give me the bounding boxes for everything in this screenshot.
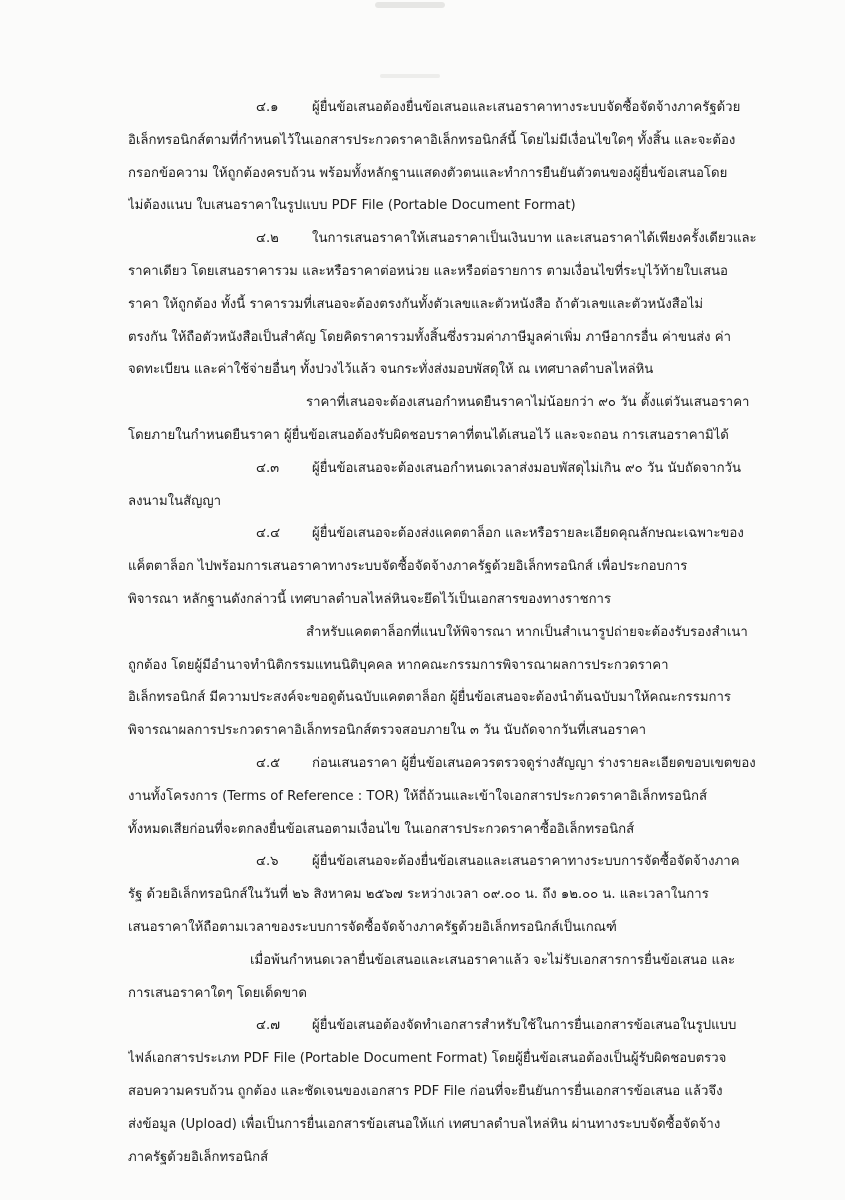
paragraph-line: งานทั้งโครงการ (Terms of Reference : TOR) ให้ถี่ถ้วนและเข้าใจเอกสารประกวดราคาอิเล็กทรอนิกส์	[128, 788, 707, 804]
paragraph-line: ไม่ต้องแนบ ใบเสนอราคาในรูปแบบ PDF File (Portable Document Format)	[128, 198, 576, 214]
paragraph-line: การเสนอราคาใดๆ โดยเด็ดขาด	[128, 985, 307, 1001]
paragraph-line: ๔.๔ ผู้ยื่นข้อเสนอจะต้องส่งแคตตาล็อก และหรือรายละเอียดคุณลักษณะเฉพาะของ	[128, 518, 798, 551]
paragraph-line: ราคา ให้ถูกต้อง ทั้งนี้ ราคารวมที่เสนอจะต้องตรงกันทั้งตัวเลขและตัวหนังสือ ถ้าตัวเลขและตัวหนังสือไม่	[128, 296, 704, 312]
paragraph-line: ลงนามในสัญญา	[128, 493, 222, 509]
paragraph-line: ๔.๑ ผู้ยื่นข้อเสนอต้องยื่นข้อเสนอและเสนอราคาทางระบบจัดซื้อจัดจ้างภาครัฐด้วย	[128, 92, 798, 125]
section-4-6	[128, 846, 798, 1010]
paragraph-line: สำหรับแคตตาล็อกที่แนบให้พิจารณา หากเป็นสำเนารูปถ่ายจะต้องรับรองสำเนา	[306, 624, 748, 640]
paragraph-line: ส่งข้อมูล (Upload) เพื่อเป็นการยื่นเอกสารข้อเสนอให้แก่ เทศบาลตำบลไหล่หิน ผ่านทางระบบจัดซื้อจัดจ้าง	[128, 1116, 721, 1132]
paragraph-line: เสนอราคาให้ถือตามเวลาของระบบการจัดซื้อจัดจ้างภาครัฐด้วยอิเล็กทรอนิกส์เป็นเกณฑ์	[128, 919, 617, 935]
section-4-1	[128, 92, 798, 223]
paragraph-line: อิเล็กทรอนิกส์ มีความประสงค์จะขอดูต้นฉบับแคตตาล็อก ผู้ยื่นข้อเสนอจะต้องนำต้นฉบับมาให้คณะกรรมการ	[128, 690, 731, 706]
paragraph-line: ๔.๒ ในการเสนอราคาให้เสนอราคาเป็นเงินบาท และเสนอราคาได้เพียงครั้งเดียวและ	[128, 223, 798, 256]
paragraph-line: ราคาที่เสนอจะต้องเสนอกำหนดยืนราคาไม่น้อยกว่า ๙๐ วัน ตั้งแต่วันเสนอราคา	[306, 395, 750, 411]
section-4-7	[128, 1010, 798, 1174]
paragraph-line: เมื่อพ้นกำหนดเวลายื่นข้อเสนอและเสนอราคาแล้ว จะไม่รับเอกสารการยื่นข้อเสนอ และ	[250, 952, 736, 968]
paragraph-line: แค็ตตาล็อก ไปพร้อมการเสนอราคาทางระบบจัดซื้อจัดจ้างภาครัฐด้วยอิเล็กทรอนิกส์ เพื่อประกอบการ	[128, 559, 688, 575]
paragraph-line: ตรงกัน ให้ถือตัวหนังสือเป็นสำคัญ โดยคิดราคารวมทั้งสิ้นซึ่งรวมค่าภาษีมูลค่าเพิ่ม ภาษีอากรอื่น ค่าขนส่ง ค่า	[128, 329, 731, 345]
paragraph-line: จดทะเบียน และค่าใช้จ่ายอื่นๆ ทั้งปวงไว้แล้ว จนกระทั่งส่งมอบพัสดุให้ ณ เทศบาลตำบลไหล่หิน	[128, 362, 654, 378]
paragraph-line: ทั้งหมดเสียก่อนที่จะตกลงยื่นข้อเสนอตามเงื่อนไข ในเอกสารประกวดราคาซื้ออิเล็กทรอนิกส์	[128, 821, 635, 837]
paragraph-line: ๔.๓ ผู้ยื่นข้อเสนอจะต้องเสนอกำหนดเวลาส่งมอบพัสดุไม่เกิน ๙๐ วัน นับถัดจากวัน	[128, 453, 798, 486]
section-4-3	[128, 453, 798, 519]
section-4-4	[128, 518, 798, 748]
section-number: ๔.๕	[256, 755, 281, 771]
paragraph-line: กรอกข้อความ ให้ถูกต้องครบถ้วน พร้อมทั้งหลักฐานแสดงตัวตนและทำการยืนยันตัวตนของผู้ยื่นข้อเสนอโดย	[128, 165, 728, 181]
paragraph-line: รัฐ ด้วยอิเล็กทรอนิกส์ในวันที่ ๒๖ สิงหาคม ๒๕๖๗ ระหว่างเวลา ๐๙.๐๐ น. ถึง ๑๒.๐๐ น. และเวลาในการ	[128, 887, 709, 903]
paragraph-line: พิจารณา หลักฐานดังกล่าวนี้ เทศบาลตำบลไหล่หินจะยึดไว้เป็นเอกสารของทางราชการ	[128, 591, 612, 607]
paragraph-line: ๔.๕ ก่อนเสนอราคา ผู้ยื่นข้อเสนอควรตรวจดูร่างสัญญา ร่างรายละเอียดขอบเขตของ	[128, 748, 798, 781]
document-body	[128, 92, 798, 1174]
scan-artifact	[375, 2, 445, 8]
section-number: ๔.๗	[256, 1018, 281, 1034]
paragraph-line: ภาครัฐด้วยอิเล็กทรอนิกส์	[128, 1149, 269, 1165]
paragraph-line: พิจารณาผลการประกวดราคาอิเล็กทรอนิกส์ตรวจสอบภายใน ๓ วัน นับถัดจากวันที่เสนอราคา	[128, 723, 647, 739]
section-number: ๔.๓	[256, 460, 280, 476]
section-4-2	[128, 223, 798, 453]
paragraph-line: สอบความครบถ้วน ถูกต้อง และชัดเจนของเอกสาร PDF File ก่อนที่จะยืนยันการยื่นเอกสารข้อเสนอ แล้วจึง	[128, 1083, 723, 1099]
section-number: ๔.๑	[256, 100, 279, 115]
paragraph-line: อิเล็กทรอนิกส์ตามที่กำหนดไว้ในเอกสารประกวดราคาอิเล็กทรอนิกส์นี้ โดยไม่มีเงื่อนไขใดๆ ทั้งสิ้น และจะต้อง	[128, 132, 736, 148]
section-number: ๔.๔	[256, 526, 281, 542]
paragraph-line: โดยภายในกำหนดยืนราคา ผู้ยื่นข้อเสนอต้องรับผิดชอบราคาที่ตนได้เสนอไว้ และจะถอน การเสนอราคามิได้	[128, 427, 729, 443]
section-number: ๔.๖	[256, 854, 279, 870]
paragraph-line: ไฟล์เอกสารประเภท PDF File (Portable Document Format) โดยผู้ยื่นข้อเสนอต้องเป็นผู้รับผิดชอบตรวจ	[128, 1051, 727, 1067]
paragraph-line: ๔.๗ ผู้ยื่นข้อเสนอต้องจัดทำเอกสารสำหรับใช้ในการยื่นเอกสารข้อเสนอในรูปแบบ	[128, 1010, 798, 1043]
section-number: ๔.๒	[256, 231, 279, 247]
section-4-5	[128, 748, 798, 846]
scan-artifact	[380, 74, 440, 78]
paragraph-line: ราคาเดียว โดยเสนอราคารวม และหรือราคาต่อหน่วย และหรือต่อรายการ ตามเงื่อนไขที่ระบุไว้ท้ายใบเสนอ	[128, 263, 728, 279]
paragraph-line: ถูกต้อง โดยผู้มีอำนาจทำนิติกรรมแทนนิติบุคคล หากคณะกรรมการพิจารณาผลการประกวดราคา	[128, 657, 669, 673]
paragraph-line: ๔.๖ ผู้ยื่นข้อเสนอจะต้องยื่นข้อเสนอและเสนอราคาทางระบบการจัดซื้อจัดจ้างภาค	[128, 846, 798, 879]
